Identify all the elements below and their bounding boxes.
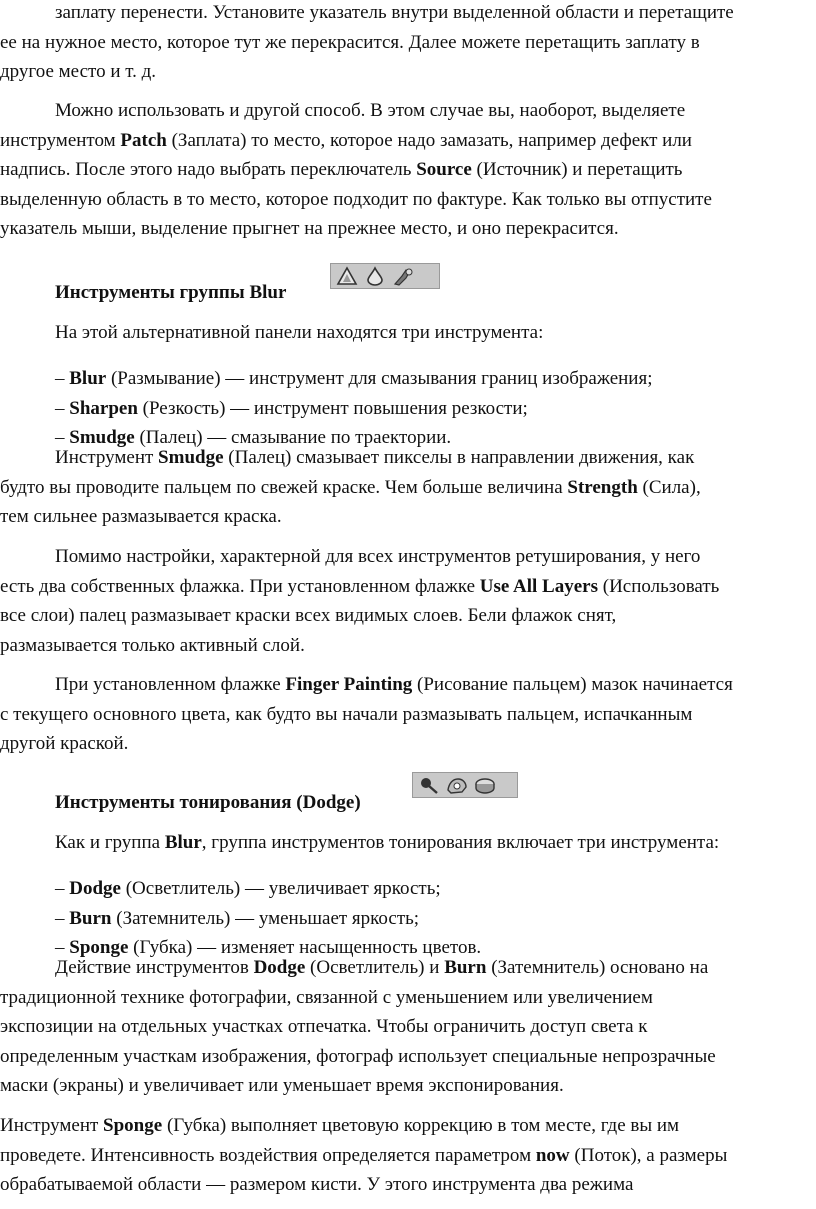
text-line: указатель мыши, выделение прыгнет на прежнее место, и оно перекрасится.	[0, 218, 619, 239]
text-line	[0, 953, 816, 983]
text-line	[0, 828, 816, 858]
text-run: проведете. Интенсивность воздействия определяется параметром	[0, 1144, 536, 1166]
text-line: все слои) палец размазывает краски всех видимых слоев. Бели флажок снят,	[0, 605, 617, 626]
list-item	[0, 364, 816, 394]
text-line: Помимо настройки, характерной для всех инструментов ретуширования, у него	[55, 546, 701, 567]
text-line: ее на нужное место, которое тут же перекрасится. Далее можете перетащить заплату в	[0, 31, 700, 53]
list-dodge-tools	[0, 874, 816, 963]
paragraph-dodge-burn-action	[0, 953, 816, 1101]
text-line	[0, 1111, 816, 1141]
text-run: (Губка) выполняет цветовую коррекцию в том месте, где вы им	[162, 1115, 680, 1136]
term-smudge: Smudge	[158, 447, 224, 468]
text-line: тем сильнее размазывается краска.	[0, 506, 282, 527]
sharpen-drop-icon	[363, 266, 387, 286]
smudge-finger-icon	[391, 266, 415, 286]
text-line	[0, 1141, 816, 1171]
text-run: надпись. После этого надо выбрать переключатель	[0, 159, 417, 180]
burn-hand-icon	[445, 775, 469, 795]
list-dash: –	[55, 907, 65, 929]
term-burn: Burn	[69, 907, 112, 929]
term-dodge: Dodge	[69, 878, 121, 899]
list-dash: –	[55, 427, 65, 448]
text-line	[0, 443, 816, 473]
list-dash: –	[55, 397, 65, 419]
text-run: инструментом	[0, 129, 121, 151]
blur-toolbar-image	[330, 263, 440, 289]
term-smudge: Smudge	[69, 427, 135, 448]
text-line	[0, 126, 816, 156]
text-line: другой краской.	[0, 733, 129, 754]
text-line: Можно использовать и другой способ. В этом случае вы, наоборот, выделяете	[55, 100, 686, 121]
term-dodge: Dodge	[253, 957, 306, 978]
heading-dodge-tools: Инструменты тонирования (Dodge)	[55, 792, 361, 813]
text-line	[0, 670, 816, 700]
term-sponge: Sponge	[103, 1115, 163, 1136]
list-item	[0, 904, 816, 934]
text-line	[0, 473, 816, 503]
text-line: другое место и т. д.	[0, 61, 157, 82]
text-line: выделенную область в то место, которое подходит по фактуре. Как только вы отпустите	[0, 188, 712, 210]
text-run: Инструмент	[55, 447, 159, 468]
text-line: размазывается только активный слой.	[0, 634, 305, 656]
blur-triangle-icon	[335, 266, 359, 286]
text-run: (Сила),	[637, 476, 701, 498]
text-run: (Поток), а размеры	[569, 1144, 728, 1166]
list-item	[0, 874, 816, 904]
sponge-icon	[473, 775, 497, 795]
paragraph-use-all-layers	[0, 542, 816, 660]
term-now: now	[535, 1144, 570, 1166]
text-line	[0, 572, 816, 602]
paragraph-blur-intro	[0, 318, 816, 348]
list-dash: –	[55, 937, 65, 958]
text-run: Как и группа	[55, 832, 165, 853]
paragraph-smudge	[0, 443, 816, 532]
text-line: экспозиции на отдельных участках отпечатка. Чтобы ограничить доступ света к	[0, 1016, 648, 1037]
list-dash: –	[55, 368, 65, 389]
term-blur: Blur	[69, 368, 107, 389]
term-blur: Blur	[164, 832, 202, 853]
text-run: (Рисование пальцем) мазок начинается	[412, 674, 733, 695]
text-run: (Осветлитель) и	[305, 957, 445, 978]
text-line: с текущего основного цвета, как будто вы начали размазывать пальцем, испачканным	[0, 703, 693, 725]
text-line: заплату перенести. Установите указатель внутри выделенной области и перетащите	[55, 2, 734, 23]
dodge-toolbar-image	[412, 772, 518, 798]
text-run: (Губка) — изменяет насыщенность цветов.	[128, 937, 482, 958]
text-run: Действие инструментов	[55, 957, 254, 978]
dodge-lollipop-icon	[417, 775, 441, 795]
text-line: обрабатываемой области — размером кисти. У этого инструмента два режима	[0, 1174, 634, 1195]
text-run: При установленном флажке	[55, 674, 286, 695]
text-run: (Источник) и перетащить	[471, 159, 683, 180]
term-patch: Patch	[120, 129, 167, 151]
paragraph-finger-painting	[0, 670, 816, 759]
text-run: будто вы проводите пальцем по свежей краске. Чем больше величина	[0, 476, 568, 498]
text-run: есть два собственных флажка. При установленном флажке	[0, 575, 480, 597]
term-use-all-layers: Use All Layers	[479, 575, 598, 597]
term-sharpen: Sharpen	[69, 397, 138, 419]
heading-blur-tools: Инструменты группы Blur	[55, 282, 287, 303]
text-run: (Использовать	[598, 575, 720, 597]
paragraph-sponge	[0, 1111, 816, 1200]
list-dash: –	[55, 878, 65, 899]
text-run: (Палец) смазывает пикселы в направлении движения, как	[223, 447, 695, 468]
text-line: маски (экраны) и увеличивает или уменьшает время экспонирования.	[0, 1075, 564, 1096]
list-item	[0, 394, 816, 424]
text-run: (Затемнитель) основано на	[486, 957, 709, 978]
term-strength: Strength	[567, 476, 638, 498]
term-sponge: Sponge	[69, 937, 129, 958]
term-finger-painting: Finger Painting	[285, 674, 413, 695]
text-run: (Заплата) то место, которое надо замазать, например дефект или	[166, 129, 692, 151]
text-run: (Осветлитель) — увеличивает яркость;	[120, 878, 441, 899]
paragraph-patch-alternative	[0, 96, 816, 244]
text-line	[0, 155, 816, 185]
paragraph-dodge-intro	[0, 828, 816, 858]
text-run: (Размывание) — инструмент для смазывания границ изображения;	[106, 368, 653, 389]
text-run: (Палец) — смазывание по траектории.	[134, 427, 452, 448]
text-run: Инструмент	[0, 1115, 104, 1136]
text-run: (Затемнитель) — уменьшает яркость;	[111, 907, 420, 929]
list-blur-tools	[0, 364, 816, 453]
text-line: традиционной технике фотографии, связанной с уменьшением или увеличением	[0, 986, 653, 1008]
term-burn: Burn	[444, 957, 487, 978]
text-line: На этой альтернативной панели находятся три инструмента:	[55, 322, 544, 343]
paragraph-patch-continued	[0, 0, 816, 87]
text-run: (Резкость) — инструмент повышения резкости;	[137, 397, 528, 419]
text-line: определенным участкам изображения, фотограф использует специальные непрозрачные	[0, 1045, 716, 1067]
term-source: Source	[416, 159, 472, 180]
text-run: , группа инструментов тонирования включает три инструмента:	[201, 832, 720, 853]
